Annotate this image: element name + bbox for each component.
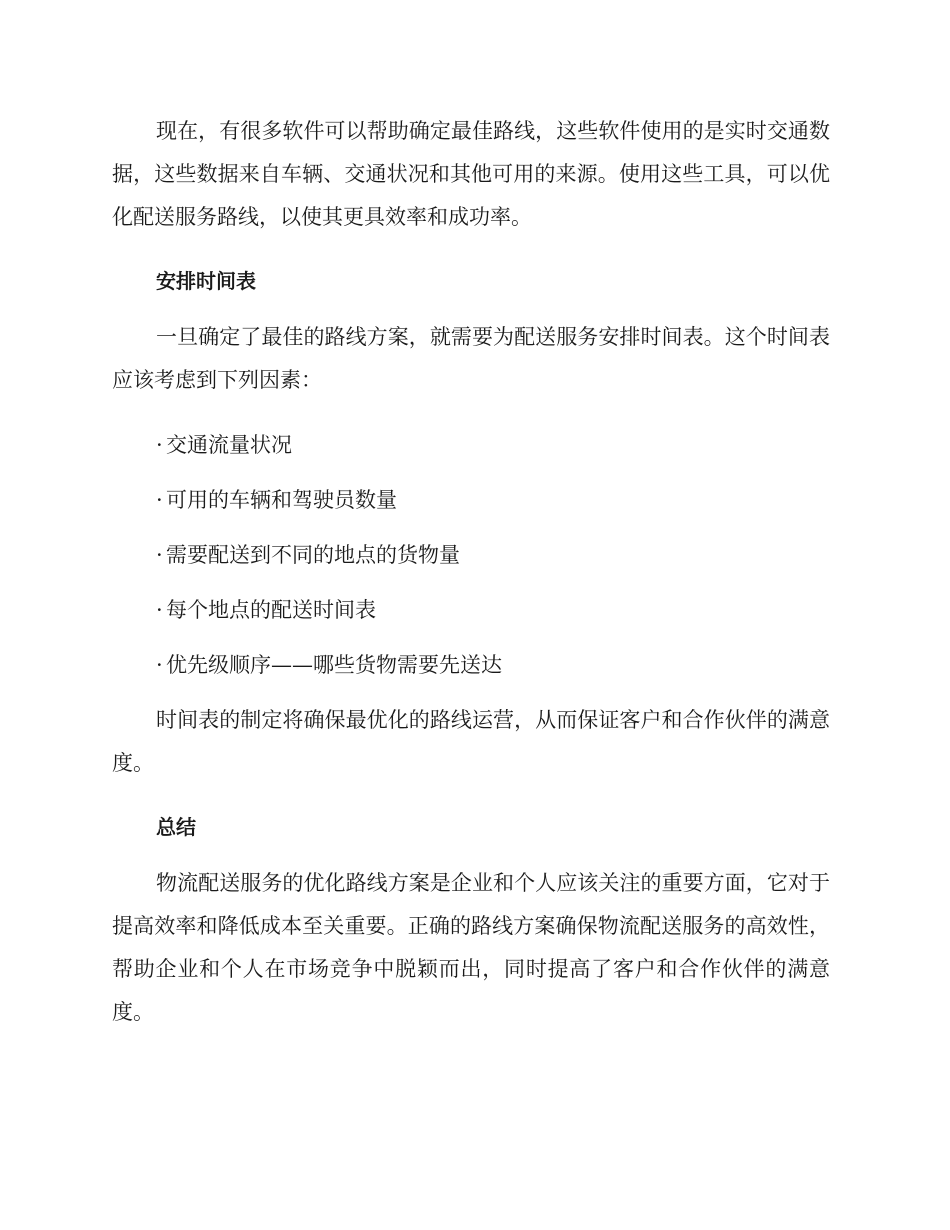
- bullet-dot-icon: ·: [156, 543, 163, 567]
- heading-summary: 总结: [156, 815, 196, 839]
- bullet-dot-icon: ·: [156, 488, 163, 512]
- factor-list: [112, 424, 830, 687]
- paragraph-software-tools: 现在，有很多软件可以帮助确定最佳路线，这些软件使用的是实时交通数据，这些数据来自车辆、交通状况和其他可用的来源。使用这些工具，可以优化配送服务路线，以使其更具效率和成功率。: [112, 119, 830, 229]
- list-item-text: 优先级顺序——哪些货物需要先送达: [166, 653, 502, 677]
- bullet-dot-icon: ·: [156, 598, 163, 622]
- list-item-text: 可用的车辆和驾驶员数量: [166, 488, 397, 512]
- list-item: [156, 644, 830, 687]
- bullet-dot-icon: ·: [156, 653, 163, 677]
- paragraph-summary: 物流配送服务的优化路线方案是企业和个人应该关注的重要方面，它对于提高效率和降低成本至关重要。正确的路线方案确保物流配送服务的高效性，帮助企业和个人在市场竞争中脱颖而出，同时提高了客户和合作伙伴的满意度。: [112, 871, 830, 1024]
- bullet-dot-icon: ·: [156, 433, 163, 457]
- list-item: [156, 534, 830, 577]
- heading-schedule: 安排时间表: [156, 269, 256, 293]
- paragraph-schedule-intro: 一旦确定了最佳的路线方案，就需要为配送服务安排时间表。这个时间表应该考虑到下列因素：: [112, 325, 830, 392]
- list-item: [156, 589, 830, 632]
- list-item-text: 每个地点的配送时间表: [166, 598, 376, 622]
- list-item-text: 交通流量状况: [166, 433, 292, 457]
- list-item: [156, 424, 830, 467]
- list-item: [156, 479, 830, 522]
- paragraph-schedule-outcome: 时间表的制定将确保最优化的路线运营，从而保证客户和合作伙伴的满意度。: [112, 708, 830, 775]
- list-item-text: 需要配送到不同的地点的货物量: [166, 543, 460, 567]
